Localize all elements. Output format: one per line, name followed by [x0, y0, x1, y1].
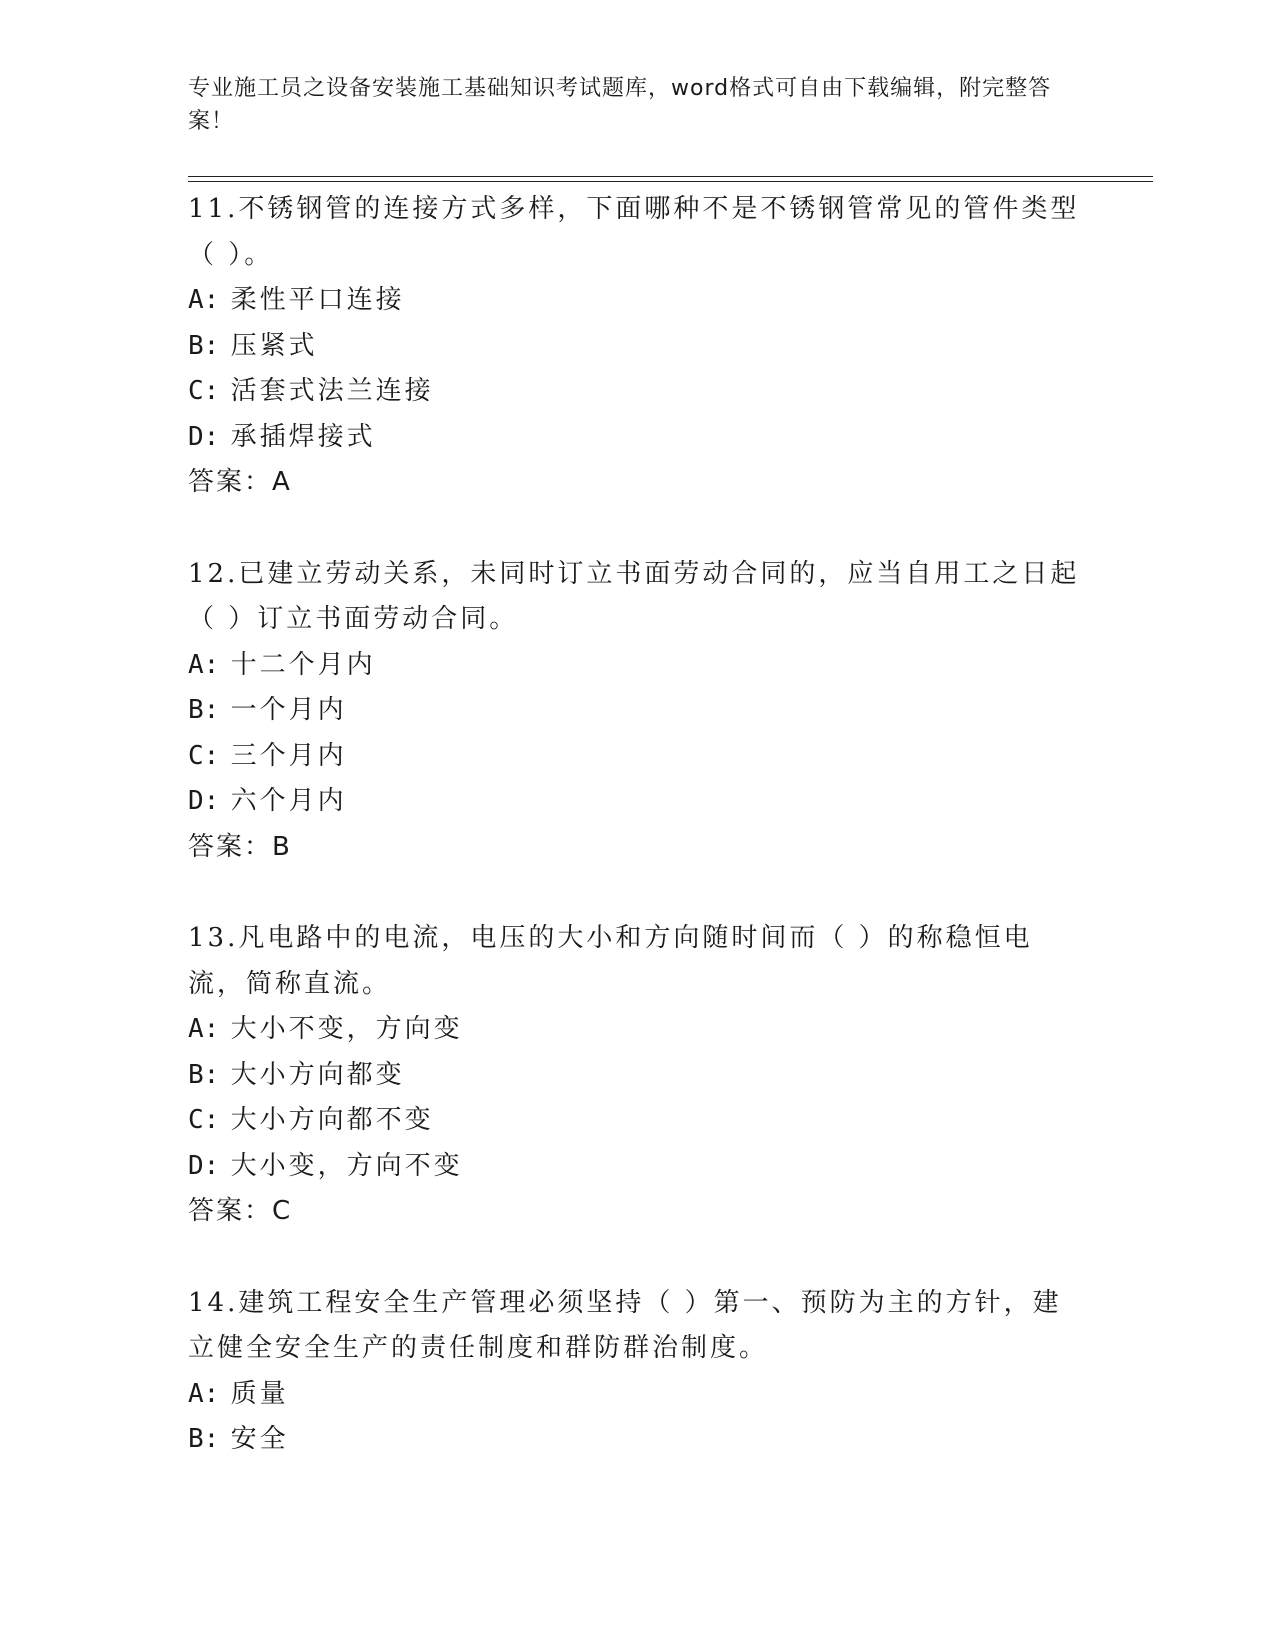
option-d [188, 1144, 1088, 1190]
option-letter: D: [188, 786, 220, 816]
option-a [188, 278, 1088, 324]
option-letter: D: [188, 421, 220, 452]
document-header: 专业施工员之设备安装施工基础知识考试题库，word格式可自由下载编辑，附完整答案！ [188, 76, 1052, 134]
option-a [188, 643, 1088, 689]
option-letter: C: [188, 376, 220, 406]
option-text: 大小方向都变 [230, 1059, 405, 1090]
option-b [188, 1417, 1088, 1463]
option-text: 柔性平口连接 [230, 285, 405, 315]
header-divider-bottom [188, 181, 1153, 182]
option-text: 安全 [230, 1424, 289, 1454]
option-text: 大小变，方向不变 [230, 1150, 463, 1181]
option-b [188, 1053, 1088, 1099]
option-text: 活套式法兰连接 [230, 376, 434, 406]
option-b [188, 324, 1088, 370]
option-d [188, 415, 1088, 461]
question-13 [188, 916, 1088, 1235]
option-text: 一个月内 [230, 695, 347, 725]
question-11 [188, 187, 1088, 506]
question-stem: 12.已建立劳动关系，未同时订立书面劳动合同的，应当自用工之日起（ ）订立书面劳动合同。 [188, 558, 1080, 634]
option-c [188, 1098, 1088, 1144]
option-letter: A: [188, 285, 220, 315]
option-letter: A: [188, 1014, 220, 1044]
option-letter: B: [188, 330, 220, 361]
question-stem: 11.不锈钢管的连接方式多样，下面哪种不是不锈钢管常见的管件类型（ ）。 [188, 194, 1080, 270]
option-letter: B: [188, 1424, 220, 1454]
option-text: 大小方向都不变 [230, 1105, 434, 1135]
answer-line: 答案：C [188, 1196, 293, 1226]
header-divider-top [188, 176, 1153, 177]
option-letter: A: [188, 649, 220, 680]
answer-line: 答案：A [188, 467, 292, 497]
option-d [188, 779, 1088, 825]
option-letter: A: [188, 1378, 220, 1409]
option-text: 十二个月内 [230, 649, 376, 680]
option-b [188, 688, 1088, 734]
option-letter: C: [188, 1105, 220, 1135]
option-text: 三个月内 [230, 740, 347, 771]
question-12 [188, 552, 1088, 871]
answer-line: 答案：B [188, 831, 292, 862]
option-text: 六个月内 [230, 786, 347, 816]
option-text: 质量 [230, 1378, 289, 1409]
question-stem: 13.凡电路中的电流，电压的大小和方向随时间而（ ）的称稳恒电流，简称直流。 [188, 923, 1033, 999]
question-14 [188, 1281, 1088, 1463]
option-letter: B: [188, 1059, 220, 1090]
option-letter: B: [188, 695, 220, 725]
option-text: 大小不变，方向变 [230, 1014, 463, 1044]
option-text: 承插焊接式 [230, 421, 376, 452]
question-list [188, 187, 1088, 1509]
option-a [188, 1372, 1088, 1418]
option-c [188, 369, 1088, 415]
option-c [188, 734, 1088, 780]
option-a [188, 1007, 1088, 1053]
option-letter: D: [188, 1150, 220, 1181]
question-stem: 14.建筑工程安全生产管理必须坚持（ ）第一、预防为主的方针，建立健全安全生产的责任制度和群防群治制度。 [188, 1287, 1062, 1363]
option-letter: C: [188, 740, 220, 771]
option-text: 压紧式 [230, 330, 318, 361]
